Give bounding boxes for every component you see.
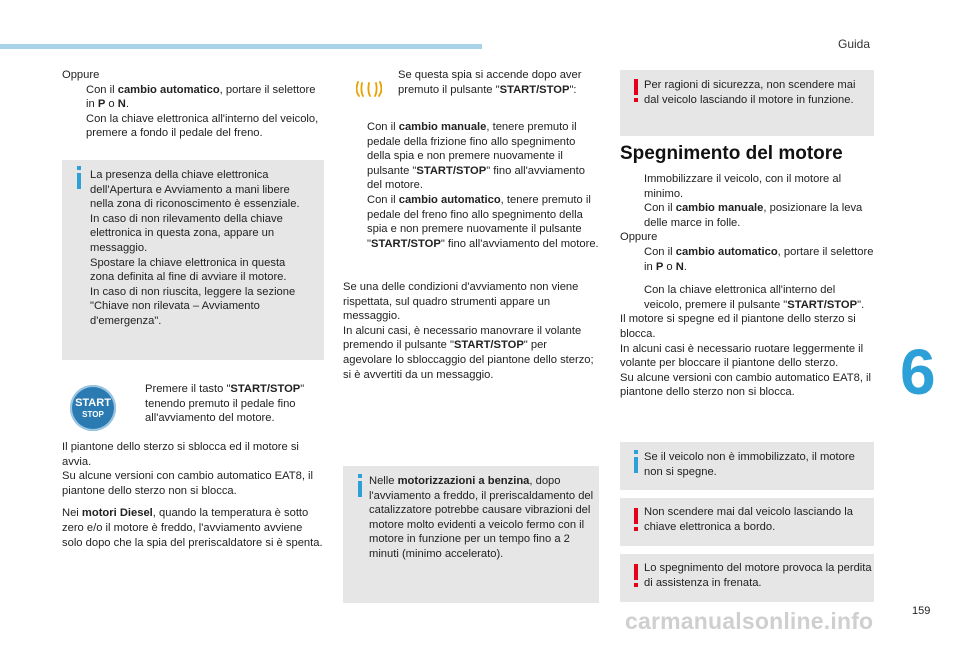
info-box-petrol: Nelle motorizzazioni a benzina, dopo l'avviamento a freddo, il preriscaldamento del catalizzatore potrebbe causare vibrazioni del motore molto evidenti a veicolo fermo con il motore in funzione per un tempo fino a 2 minuti (minimo accelerato). (343, 466, 599, 603)
list-item: Con il cambio automatico, portare il selettore in P o N. (620, 245, 876, 274)
info-icon (77, 173, 81, 189)
warning-box-brake-assist: Lo spegnimento del motore provoca la perdita di assistenza in frenata. (620, 554, 874, 602)
bullet-icon (343, 120, 367, 193)
paragraph: Il motore si spegne ed il piantone dello sterzo si blocca. (620, 313, 856, 340)
col1-intro (62, 68, 324, 141)
list-item: Con il cambio manuale, tenere premuto il pedale della frizione fino allo spegnimento della spia e non premere nuovamente il pulsante "START/STOP" fino all'avviamento del motore. (343, 120, 599, 193)
bullet-icon (620, 283, 644, 312)
bullet-icon (62, 112, 86, 141)
paragraph: In alcuni casi è necessario ruotare leggermente il volante per bloccare il piantone dello sterzo. (620, 342, 864, 370)
press-instruction (125, 382, 325, 426)
paragraph: Nei motori Diesel, quando la temperatura è sotto zero e/o il motore è freddo, l'avviamento avviene solo dopo che la spia del preriscaldatore si è spenta. (62, 507, 323, 549)
paragraph: Il piantone dello sterzo si sblocca ed il motore si avvia. (62, 441, 299, 468)
bullet-icon (125, 382, 145, 426)
warning-box-engine-running: Per ragioni di sicurezza, non scendere mai dal veicolo lasciando il motore in funzione. (620, 70, 874, 136)
list-item: Immobilizzare il veicolo, con il motore al minimo. (620, 172, 876, 201)
bullet-icon (620, 245, 644, 274)
bullet-icon (620, 172, 644, 201)
chapter-number: 6 (900, 336, 936, 408)
list-item: Con la chiave elettronica all'interno del veicolo, premere a fondo il pedale del freno. (62, 112, 324, 141)
page-number: 159 (912, 605, 931, 617)
bullet-icon (343, 193, 367, 251)
preheater-warning-light-icon (356, 80, 382, 98)
warning-box-key-on-board: Non scendere mai dal veicolo lasciando la chiave elettronica a bordo. (620, 498, 874, 546)
warning-light-intro: Se questa spia si accende dopo aver premuto il pulsante "START/STOP": (398, 69, 582, 96)
paragraph: Su alcune versioni con cambio automatico EAT8, il piantone dello sterzo non si blocca. (620, 371, 872, 399)
col1-paragraphs (62, 440, 324, 550)
info-box-not-immobilized: Se il veicolo non è immobilizzato, il motore non si spegne. (620, 442, 874, 490)
bullet-icon (620, 201, 644, 230)
bullet-icon (62, 83, 86, 112)
list-item: Premere il tasto "START/STOP" tenendo premuto il pedale fino all'avviamento del motore. (125, 382, 325, 426)
warning-icon (634, 79, 638, 95)
start-stop-button-icon: START STOP (70, 385, 116, 431)
paragraph: Se una delle condizioni d'avviamento non viene rispettata, sul quadro strumenti appare un messaggio. (343, 281, 579, 323)
paragraph: In alcuni casi, è necessario manovrare il volante premendo il pulsante "START/STOP" per agevolare lo sbloccaggio del piantone dello sterzo; si è avvertiti da un messaggio. (343, 324, 594, 381)
list-item: Con il cambio automatico, portare il selettore in P o N. (62, 83, 324, 112)
info-icon (634, 457, 638, 473)
top-color-bar (0, 44, 482, 49)
watermark: carmanualsonline.info (625, 608, 874, 634)
warning-icon (634, 508, 638, 524)
info-icon (358, 481, 362, 497)
col2-paragraphs (343, 280, 599, 382)
section-title: Guida (838, 37, 871, 51)
paragraph: Su alcune versioni con cambio automatico EAT8, il piantone dello sterzo non si blocca. (62, 470, 314, 497)
oppure-label: Oppure (620, 231, 658, 244)
list-item: Con la chiave elettronica all'interno del veicolo, premere il pulsante "START/STOP". (620, 283, 876, 312)
col3-list (620, 172, 876, 400)
section-heading: Spegnimento del motore (620, 143, 843, 164)
warning-icon (634, 564, 638, 580)
info-box-key-presence: La presenza della chiave elettronica dell'Apertura e Avviamento a mani libere nella zona di riconoscimento è essenziale. In caso di non rilevamento della chiave elettronica in questa zona, appare un messaggio. Spostare la chiave elettronica in questa zona definita al fine di avviare il motore. In caso di non riuscita, leggere la sezione "Chiave non rilevata – Avviamento d'emergenza". (62, 160, 324, 360)
list-item: Con il cambio automatico, tenere premuto il pedale del freno fino allo spegnimento della spia e non premere nuovamente il pulsante "START/STOP" fino all'avviamento del motore. (343, 193, 599, 251)
oppure-label: Oppure (62, 69, 100, 81)
col2-list (343, 120, 599, 251)
list-item: Con il cambio manuale, posizionare la leva delle marce in folle. (620, 201, 876, 230)
